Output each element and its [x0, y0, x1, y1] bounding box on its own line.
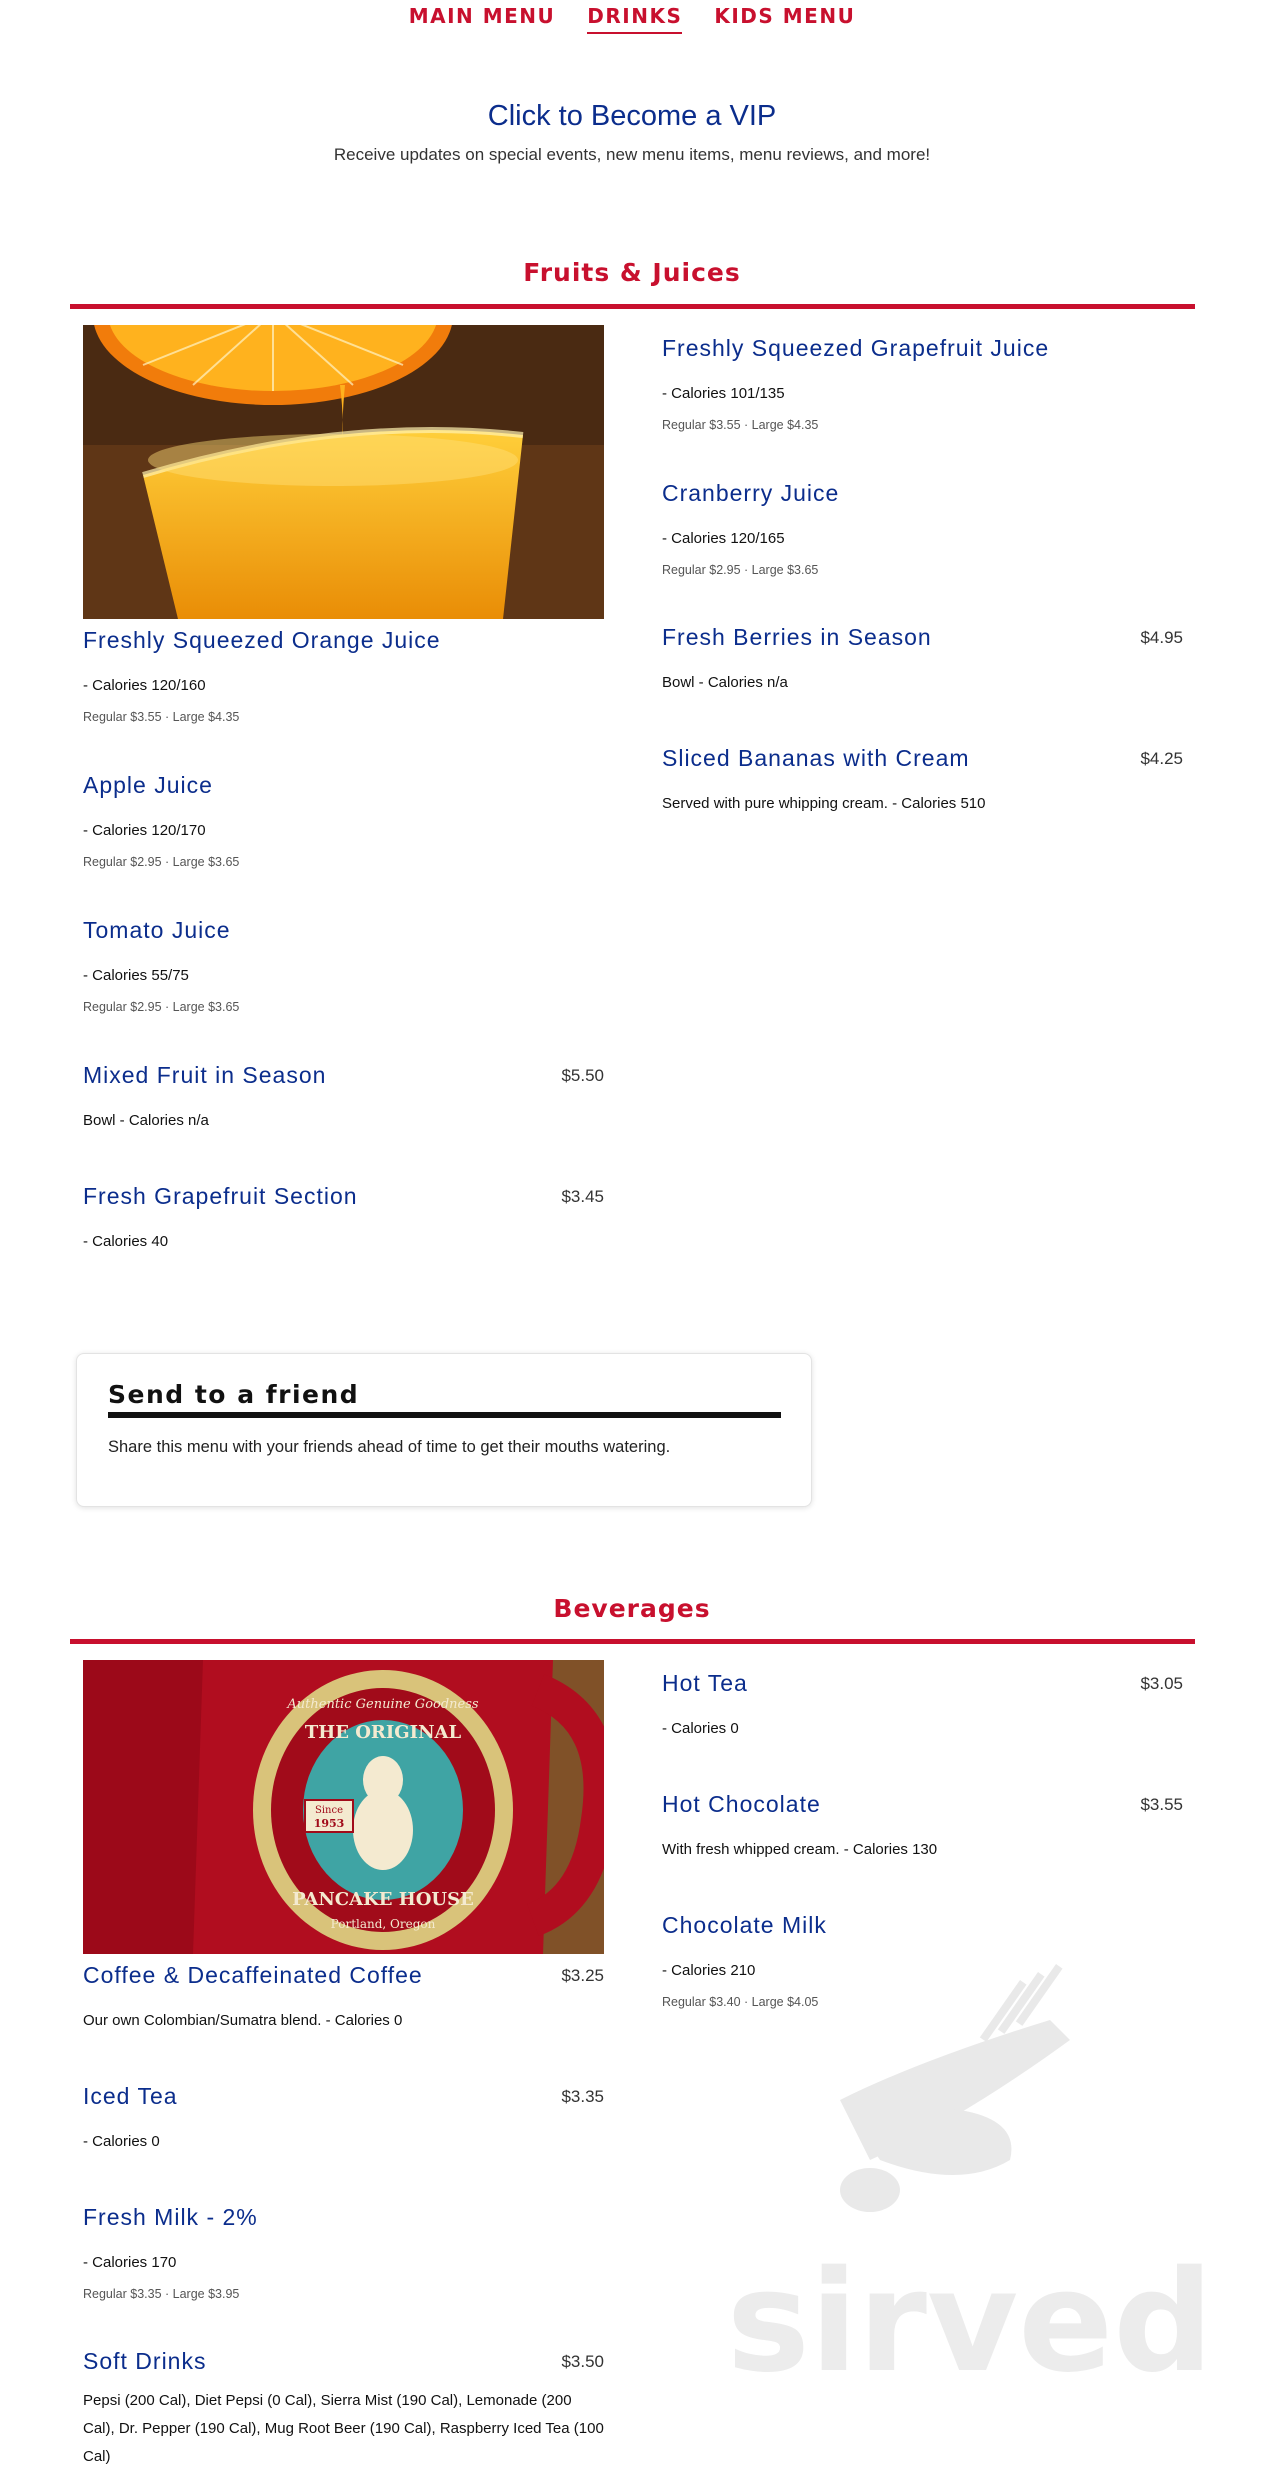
nav-main-menu[interactable]: MAIN MENU: [408, 4, 556, 28]
item-sizes: Regular $2.95 · Large $3.65: [662, 563, 819, 577]
coffee-mug-photo: [83, 1660, 604, 1954]
item-name: Sliced Bananas with Cream: [662, 745, 970, 771]
item-description: - Calories 120/170: [83, 822, 206, 839]
menu-item: [662, 335, 1183, 432]
nav-kids-menu[interactable]: KIDS MENU: [714, 4, 856, 28]
item-name: Mixed Fruit in Season: [83, 1062, 327, 1088]
item-sizes: Regular $3.55 · Large $4.35: [662, 418, 819, 432]
item-name: Freshly Squeezed Grapefruit Juice: [662, 335, 1050, 361]
send-to-friend-card[interactable]: [76, 1353, 812, 1507]
menu-item: [83, 1062, 604, 1135]
item-description: Our own Colombian/Sumatra blend. - Calories 0: [83, 2012, 403, 2029]
menu-item: [662, 1791, 1183, 1864]
menu-item: [83, 2204, 604, 2301]
item-name: Soft Drinks: [83, 2348, 207, 2374]
orange-juice-photo: [83, 325, 604, 619]
menu-item: [662, 745, 1183, 818]
top-nav: [0, 0, 1264, 40]
item-name: Tomato Juice: [83, 917, 231, 943]
card-divider: [108, 1412, 781, 1418]
item-sizes: Regular $2.95 · Large $3.65: [83, 1000, 240, 1014]
item-sizes: Regular $3.35 · Large $3.95: [83, 2287, 240, 2301]
item-description: - Calories 120/165: [662, 530, 785, 547]
item-description: - Calories 210: [662, 1962, 756, 1979]
menu-item: [662, 624, 1183, 697]
nav-drinks[interactable]: DRINKS: [587, 0, 682, 34]
send-to-friend-text: Share this menu with your friends ahead of time to get their mouths watering.: [108, 1438, 671, 1456]
item-price: $4.25: [1140, 749, 1183, 768]
item-price: $3.45: [561, 1187, 604, 1206]
item-description: - Calories 0: [83, 2133, 160, 2150]
item-description: Bowl - Calories n/a: [83, 1112, 209, 1129]
menu-item: [83, 1962, 604, 2035]
sirved-watermark: [720, 1960, 1220, 2390]
item-name: Fresh Milk - 2%: [83, 2204, 258, 2230]
item-sizes: Regular $3.55 · Large $4.35: [83, 710, 240, 724]
item-name: Fresh Grapefruit Section: [83, 1183, 358, 1209]
item-price: $3.05: [1140, 1674, 1183, 1693]
item-name: Hot Tea: [662, 1670, 748, 1696]
mug-label-brand-1: THE ORIGINAL: [304, 1722, 462, 1743]
item-sizes: Regular $3.40 · Large $4.05: [662, 1995, 819, 2009]
item-description: - Calories 40: [83, 1233, 169, 1250]
item-price: $4.95: [1140, 628, 1183, 647]
item-price: $3.35: [561, 2087, 604, 2106]
item-price: $3.55: [1140, 1795, 1183, 1814]
menu-item: [662, 480, 1183, 577]
menu-item: [83, 772, 604, 869]
item-price: $3.25: [561, 1966, 604, 1985]
item-description: - Calories 101/135: [662, 385, 785, 402]
section-divider: [70, 1639, 1195, 1644]
item-name: Apple Juice: [83, 772, 213, 798]
section-title-beverages: Beverages: [553, 1594, 711, 1623]
menu-item: [83, 2348, 604, 2471]
item-name: Fresh Berries in Season: [662, 624, 932, 650]
mug-label-brand-2: PANCAKE HOUSE: [292, 1889, 474, 1910]
item-name: Chocolate Milk: [662, 1912, 827, 1938]
section-title-fruits: Fruits & Juices: [523, 258, 741, 287]
item-description: - Calories 170: [83, 2254, 177, 2271]
item-price: $5.50: [561, 1066, 604, 1085]
mug-label-year: 1953: [313, 1817, 345, 1830]
vip-link[interactable]: Click to Become a VIP: [487, 100, 777, 132]
menu-item: [83, 627, 604, 724]
item-name: Iced Tea: [83, 2083, 178, 2109]
item-sizes: Regular $2.95 · Large $3.65: [83, 855, 240, 869]
menu-item: [83, 1183, 604, 1256]
item-name: Hot Chocolate: [662, 1791, 821, 1817]
mug-label-top: Authentic Genuine Goodness: [287, 1697, 479, 1712]
menu-item: [662, 1670, 1183, 1743]
menu-item: [83, 917, 604, 1014]
item-description: - Calories 120/160: [83, 677, 206, 694]
item-name: Freshly Squeezed Orange Juice: [83, 627, 441, 653]
mug-label-city: Portland, Oregon: [330, 1917, 436, 1931]
item-description: Bowl - Calories n/a: [662, 674, 788, 691]
menu-item: [83, 2083, 604, 2156]
item-name: Coffee & Decaffeinated Coffee: [83, 1962, 423, 1988]
section-divider: [70, 304, 1195, 309]
watermark-text: sirved: [726, 2241, 1214, 2390]
send-to-friend-title: Send to a friend: [108, 1380, 360, 1409]
vip-subtitle: Receive updates on special events, new menu items, menu reviews, and more!: [333, 145, 931, 164]
utensil-icon: [840, 1964, 1070, 2212]
item-description: Pepsi (200 Cal), Diet Pepsi (0 Cal), Sierra Mist (190 Cal), Lemonade (200 Cal), Dr. Pepper (190 Cal), Mug Root Beer (190 Cal), Raspberry Iced Tea (100 Cal): [83, 2392, 604, 2465]
mug-label-since: Since: [314, 1805, 344, 1816]
item-price: $3.50: [561, 2352, 604, 2371]
item-name: Cranberry Juice: [662, 480, 840, 506]
item-description: Served with pure whipping cream. - Calories 510: [662, 795, 986, 812]
item-description: With fresh whipped cream. - Calories 130: [662, 1841, 938, 1858]
item-description: - Calories 0: [662, 1720, 739, 1737]
item-description: - Calories 55/75: [83, 967, 189, 984]
